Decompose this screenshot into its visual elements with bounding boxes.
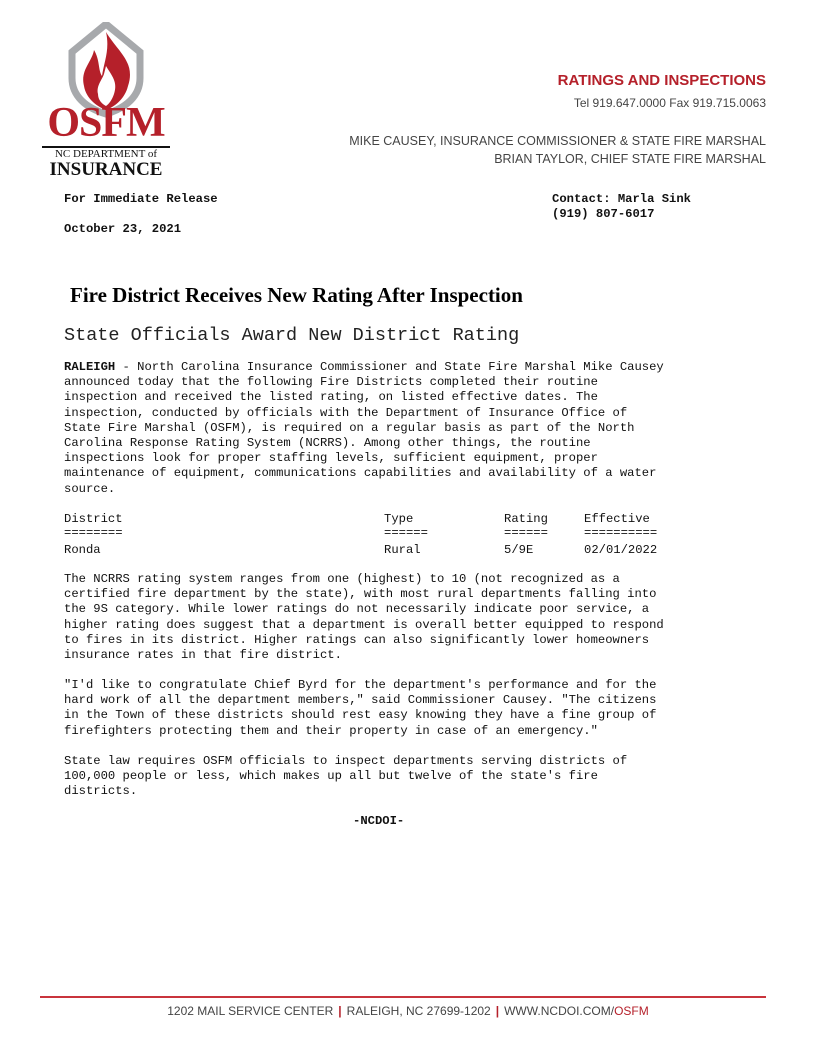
table-underline: ======== — [64, 526, 123, 540]
table-underline: ========== — [584, 526, 658, 540]
body-paragraph-4: State law requires OSFM officials to inspect departments serving districts of 100,000 people or less, which makes up all but twelve of the state's fire districts. — [64, 754, 628, 799]
headline: Fire District Receives New Rating After Inspection — [70, 283, 523, 307]
dateline: RALEIGH — [64, 360, 116, 374]
footer-address: 1202 MAIL SERVICE CENTER — [167, 1004, 334, 1018]
table-cell-district: Ronda — [64, 543, 101, 557]
table-underline: ====== — [384, 526, 428, 540]
table-underline: ====== — [504, 526, 548, 540]
contact-phone: (919) 807-6017 — [552, 207, 655, 221]
end-mark: -NCDOI- — [353, 814, 405, 828]
contact-name: Contact: Marla Sink — [552, 192, 691, 206]
osfm-logo — [40, 22, 172, 180]
logo-dept-line: NC DEPARTMENT of — [54, 148, 158, 160]
release-label: For Immediate Release — [64, 192, 218, 206]
body-paragraph-3: "I'd like to congratulate Chief Byrd for the department's performance and for the hard work of all the department members," said Commissioner Causey. "The citizens in the Town of these districts should rest easy knowing they have a fine group of firefighters protecting them and their property in case of an emergency." — [64, 678, 657, 738]
table-header-district: District — [64, 512, 123, 526]
table-header-rating: Rating — [504, 512, 548, 526]
logo-insurance-line: INSURANCE — [49, 159, 163, 180]
footer-rule — [40, 996, 766, 998]
subheadline: State Officials Award New District Rating — [64, 325, 520, 346]
chief-line: BRIAN TAYLOR, CHIEF STATE FIRE MARSHAL — [494, 152, 766, 166]
department-title: RATINGS AND INSPECTIONS — [557, 72, 766, 89]
logo-wordmark: OSFM — [47, 100, 165, 146]
footer — [0, 1004, 816, 1018]
table-cell-type: Rural — [384, 543, 421, 557]
footer-website[interactable] — [504, 1004, 649, 1018]
commissioner-line: MIKE CAUSEY, INSURANCE COMMISSIONER & STATE FIRE MARSHAL — [349, 134, 766, 148]
table-cell-rating: 5/9E — [504, 543, 534, 557]
table-header-type: Type — [384, 512, 414, 526]
footer-city: RALEIGH, NC 27699-1202 — [346, 1004, 491, 1018]
footer-separator: | — [495, 1004, 500, 1018]
footer-separator: | — [338, 1004, 342, 1018]
footer-web-suffix: OSFM — [614, 1004, 649, 1018]
table-header-effective: Effective — [584, 512, 650, 526]
body-paragraph-2: The NCRRS rating system ranges from one (highest) to 10 (not recognized as a certified fire department by the state), with most rural departments falling into the 9S category. While lower ratings do not necessarily indicate poor service, a higher rating does suggest that a department is overall better equipped to respond to fires in its district. Higher ratings can also significantly lower homeowners insurance rates in that fire district. — [64, 572, 664, 663]
body-paragraph-1 — [64, 360, 744, 497]
phone-fax: Tel 919.647.0000 Fax 919.715.0063 — [573, 96, 766, 110]
footer-web-prefix: WWW.NCDOI.COM/ — [504, 1004, 615, 1018]
table-cell-effective: 02/01/2022 — [584, 543, 658, 557]
paragraph-1-text: - North Carolina Insurance Commissioner and State Fire Marshal Mike Causey announced today that the following Fire Districts completed their routine inspection and received the listed rating, on listed effective dates. The inspection, conducted by officials with the Department of Insurance Office of State Fire Marshal (OSFM), is required on a regular basis as part of the North Carolina Response Rating System (NCRRS). Among other things, the routine inspections look for proper staffing levels, sufficient equipment, proper maintenance of equipment, communications capabilities and availability of a water source. — [64, 360, 664, 496]
release-date: October 23, 2021 — [64, 222, 182, 236]
